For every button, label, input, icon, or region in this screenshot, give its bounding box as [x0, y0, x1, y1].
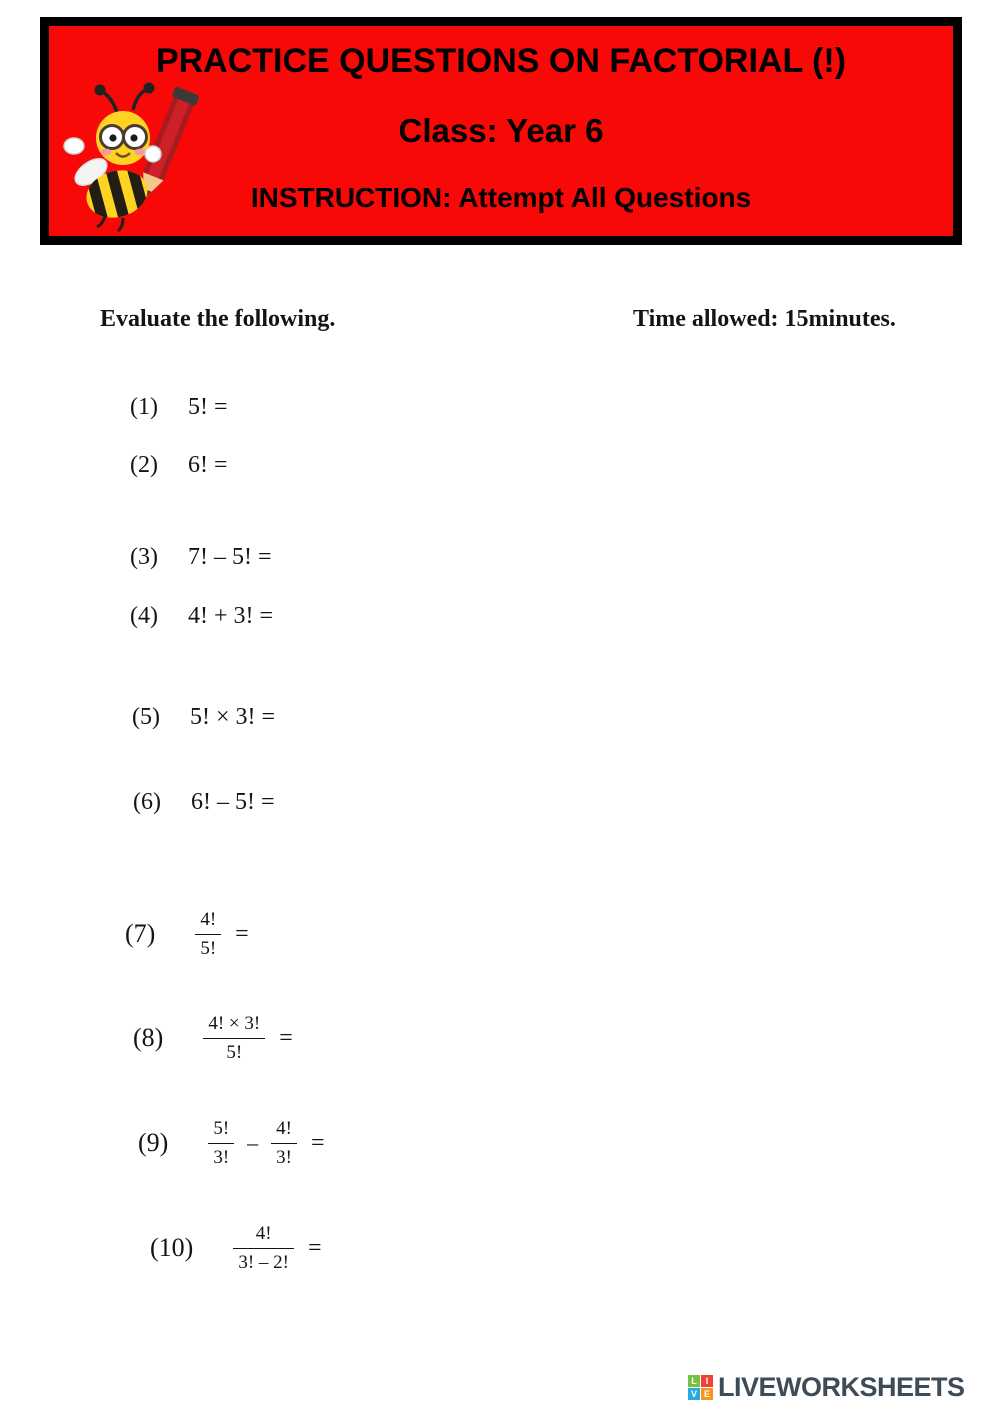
equals-sign: =	[235, 920, 249, 947]
question-5-expression: 5! × 3! =	[189, 704, 276, 730]
equals-sign: =	[310, 1129, 325, 1156]
question-2-expression: 6! =	[187, 452, 228, 478]
question-10-fraction	[233, 1221, 294, 1275]
question-3	[130, 544, 272, 571]
question-6	[133, 789, 275, 816]
question-8	[133, 1009, 293, 1067]
fraction-numerator: 4!	[233, 1221, 294, 1249]
worksheet-title: PRACTICE QUESTIONS ON FACTORIAL (!)	[155, 42, 847, 80]
question-6-number: (6)	[133, 789, 161, 815]
equals-sign: =	[279, 1024, 293, 1051]
fraction-denominator: 3!	[276, 1146, 292, 1168]
question-5-number: (5)	[132, 704, 160, 730]
fraction-denominator: 5!	[200, 937, 217, 959]
question-8-number: (8)	[133, 1023, 164, 1052]
question-5	[132, 704, 275, 731]
time-allowed-label: Time allowed: 15minutes.	[633, 306, 896, 332]
question-4-expression: 4! + 3! =	[187, 603, 274, 629]
logo-cell-v: V	[688, 1388, 700, 1400]
question-6-expression: 6! – 5! =	[190, 789, 275, 815]
fraction-denominator: 3! – 2!	[238, 1251, 289, 1273]
question-2	[130, 452, 228, 479]
logo-cell-i: I	[701, 1375, 713, 1387]
fraction-numerator: 5!	[208, 1116, 234, 1144]
fraction-numerator: 4! × 3!	[203, 1011, 265, 1039]
question-8-fraction	[203, 1011, 265, 1065]
question-9-number: (9)	[138, 1128, 169, 1157]
fraction-denominator: 5!	[226, 1041, 243, 1063]
fraction-denominator: 3!	[213, 1146, 230, 1168]
question-9-fraction-2	[271, 1116, 297, 1170]
header-banner	[40, 17, 962, 245]
question-7-fraction	[195, 907, 221, 961]
class-line: Class: Year 6	[398, 112, 604, 149]
liveworksheets-logo-icon	[688, 1375, 713, 1400]
fraction-numerator: 4!	[195, 907, 221, 935]
question-3-number: (3)	[130, 544, 158, 570]
question-7	[125, 905, 249, 963]
equals-sign: =	[307, 1234, 322, 1261]
question-1-number: (1)	[130, 394, 158, 420]
logo-cell-l: L	[688, 1375, 700, 1387]
question-4-number: (4)	[130, 603, 158, 629]
question-2-number: (2)	[130, 452, 158, 478]
question-1-expression: 5! =	[187, 394, 228, 420]
question-4	[130, 603, 273, 630]
liveworksheets-footer-link[interactable]	[688, 1372, 965, 1403]
question-10-number: (10)	[150, 1233, 194, 1262]
fraction-numerator: 4!	[271, 1116, 297, 1144]
bee-pencil-illustration	[61, 80, 226, 238]
minus-operator: –	[247, 1130, 259, 1155]
question-9-fraction-1	[208, 1116, 234, 1170]
bee-icon	[61, 80, 226, 238]
question-3-expression: 7! – 5! =	[187, 544, 272, 570]
question-7-number: (7)	[125, 919, 156, 948]
question-10	[150, 1219, 322, 1277]
evaluate-label: Evaluate the following.	[100, 306, 336, 332]
logo-cell-e: E	[701, 1388, 713, 1400]
question-9	[138, 1114, 325, 1172]
liveworksheets-brand: LIVEWORKSHEETS	[718, 1372, 965, 1402]
instruction-line: INSTRUCTION: Attempt All Questions	[250, 182, 752, 213]
question-1	[130, 394, 228, 421]
